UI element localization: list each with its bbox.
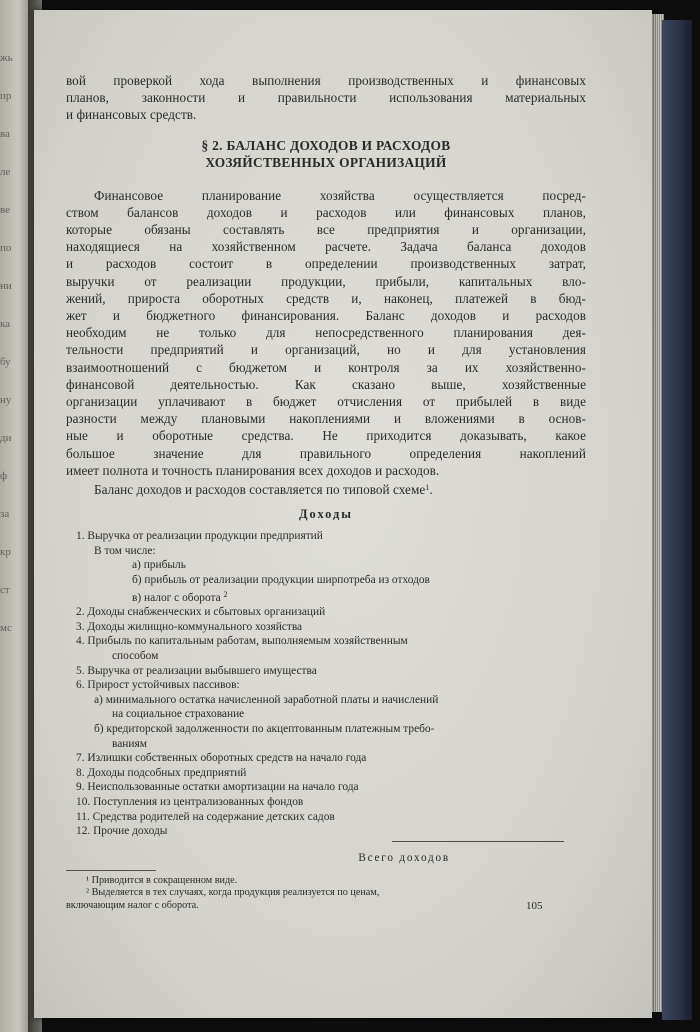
page-content: [66, 72, 586, 912]
text-line: жений, прироста оборотных средств и, наконец, платежей в бюд-: [66, 290, 586, 306]
footnote-ref: 2: [223, 589, 228, 599]
list-subitem: а) минимального остатка начисленной заработной платы и начислений: [94, 693, 439, 706]
left-page-text-fragment: мс: [0, 622, 12, 634]
text-line: Финансовое планирование хозяйства осуществляется посред-: [94, 187, 586, 203]
left-page-text-fragment: ва: [0, 128, 10, 140]
footnote: ² Выделяется в тех случаях, когда продукция реализуется по ценам,: [86, 887, 380, 899]
list-item: 12. Прочие доходы: [76, 825, 168, 838]
text-line: большое значение для правильного определения накоплений: [66, 445, 586, 461]
text-line: взаимоотношений с бюджетом и контроля за их хозяйственно-: [66, 359, 586, 375]
text-line: и расходов состоит в определении производственных затрат,: [66, 256, 586, 272]
text-line: имеет полнота и точность планирования всех доходов и расходов.: [66, 462, 440, 478]
paragraph-scheme: [66, 479, 586, 498]
list-item: 11. Средства родителей на содержание детских садов: [76, 810, 335, 823]
list-subitem: [76, 588, 586, 606]
left-page-text-fragment: ну: [0, 394, 12, 406]
list-item: 9. Неиспользованные остатки амортизации на начало года: [76, 781, 359, 794]
footnote: ¹ Приводится в сокращенном виде.: [86, 874, 238, 886]
list-item: 5. Выручка от реализации выбывшего имущества: [76, 664, 317, 677]
left-page-text-fragment: кр: [0, 546, 11, 558]
heading-line: § 2. БАЛАНС ДОХОДОВ И РАСХОДОВ: [201, 137, 451, 153]
left-page-text-fragment: за: [0, 508, 10, 520]
left-page-text-fragment: ка: [0, 318, 11, 330]
footnote-continuation: включающим налог с оборота.: [66, 899, 199, 911]
income-list: [76, 529, 586, 838]
text-line: разности между плановыми накоплениями и вложениями в основ-: [66, 411, 586, 427]
left-page-text-fragment: ф: [0, 470, 8, 482]
text-line: вой проверкой хода выполнения производственных и финансовых: [66, 73, 586, 88]
left-page-text-fragment: жь: [0, 52, 13, 64]
left-page-text-fragment: ст: [0, 584, 10, 596]
total-rule: [392, 841, 564, 842]
total-label: Всего доходов: [358, 851, 450, 864]
list-subitem: б) кредиторской задолженности по акцептованным платежным требо-: [94, 722, 435, 735]
text-line: необходим не только для непосредственного планирования дея-: [66, 325, 586, 341]
page-number: 105: [526, 900, 543, 912]
left-page-text-fragment: ни: [0, 280, 12, 292]
heading-line: ХОЗЯЙСТВЕННЫХ ОРГАНИЗАЦИЙ: [205, 154, 447, 170]
list-item: 4. Прибыль по капитальным работам, выполняемым хозяйственным: [76, 635, 408, 648]
list-item: 10. Поступления из централизованных фондов: [76, 795, 304, 808]
list-item: 8. Доходы подсобных предприятий: [76, 766, 247, 779]
left-page-text-fragment: пр: [0, 90, 12, 102]
left-page-text-fragment: бу: [0, 356, 11, 368]
intro-text: [66, 72, 586, 124]
list-subitem: а) прибыль: [132, 559, 186, 572]
left-page-text-fragment: ди: [0, 432, 12, 444]
book-page: [34, 10, 652, 1018]
text-line: которые обязаны составлять все предприятия и организации,: [66, 222, 586, 238]
text-line: ством балансов доходов и расходов или финансовых планов,: [66, 204, 586, 220]
list-sublabel: В том числе:: [94, 544, 156, 557]
book-cover-edge: [662, 20, 692, 1020]
left-page-text-fragment: ве: [0, 204, 11, 216]
text-line: организации уплачивают в бюджет отчисления от прибылей в виде: [66, 394, 586, 410]
text-line: выручки от реализации продукции, прибыли, капитальных вло-: [66, 273, 586, 289]
text-line: ные и оборотные средства. Не приходится доказывать, какое: [66, 428, 586, 444]
list-subitem-continuation: ваниям: [112, 737, 147, 750]
footnotes: [66, 875, 586, 912]
list-item: 6. Прирост устойчивых пассивов:: [76, 679, 240, 692]
text-line: тельности предприятий и организаций, но и для установления: [66, 342, 586, 358]
text-line: Баланс доходов и расходов составляется по типовой схеме$^1$.: [94, 482, 433, 498]
text-line: жет и бюджетного финансирования. Баланс доходов и расходов: [66, 308, 586, 324]
scheme-text: Баланс доходов и расходов составляется по типовой схеме: [94, 482, 426, 498]
left-page-text-fragment: ле: [0, 166, 11, 178]
paragraph-finance-planning: [66, 187, 586, 479]
list-subitem-text: в) налог с оборота: [132, 591, 221, 604]
list-subitem: б) прибыль от реализации продукции ширпотреба из отходов: [132, 574, 430, 587]
footnote-divider: [66, 870, 156, 871]
footnote-ref: 1: [425, 483, 430, 493]
left-page-text-fragment: по: [0, 242, 12, 254]
list-item: 7. Излишки собственных оборотных средств на начало года: [76, 752, 367, 765]
income-section-title: Доходы: [299, 507, 353, 522]
section-heading: [66, 137, 586, 171]
list-item-continuation: способом: [112, 650, 159, 663]
list-item: 2. Доходы снабженческих и сбытовых организаций: [76, 606, 326, 619]
list-item: 3. Доходы жилищно-коммунального хозяйства: [76, 620, 303, 633]
text-line: и финансовых средств.: [66, 107, 197, 123]
list-subitem-continuation: на социальное страхование: [112, 708, 245, 721]
text-line: находящиеся на хозяйственном расчете. Задача баланса доходов: [66, 239, 586, 255]
list-item: 1. Выручка от реализации продукции предприятий: [76, 530, 323, 543]
text-line: финансовой деятельностью. Как сказано выше, хозяйственные: [66, 376, 586, 392]
text-line: планов, законности и правильности использования материальных: [66, 90, 586, 106]
